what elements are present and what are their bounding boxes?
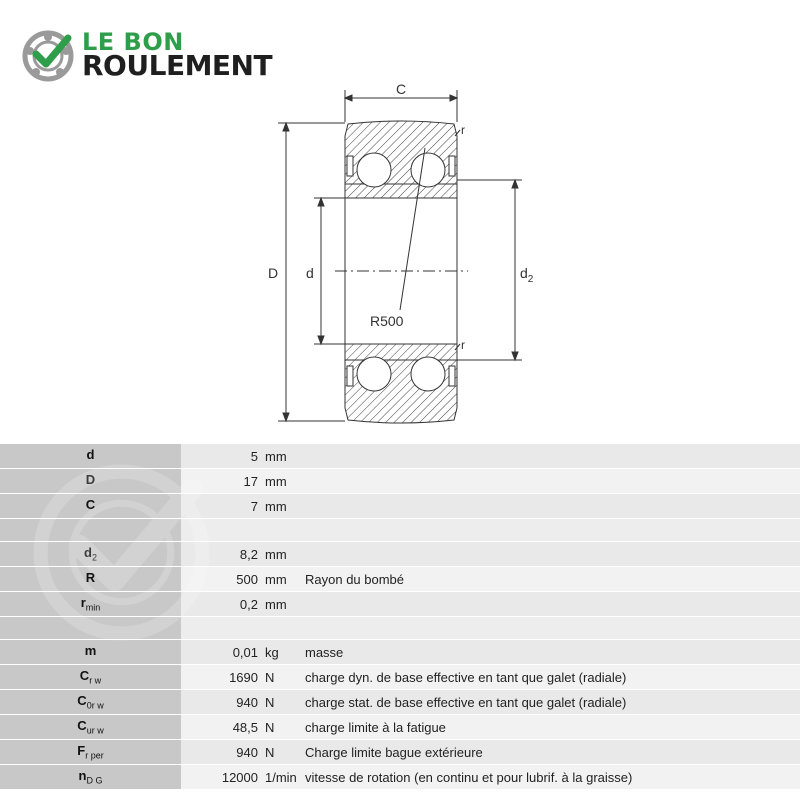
spec-symbol: $C_{r w}$ <box>0 665 181 690</box>
spec-symbol: $F_{r per}$ <box>0 740 181 765</box>
spec-description: masse <box>299 640 800 665</box>
spec-description <box>299 542 800 567</box>
dim-label-outer-d: D <box>268 265 279 281</box>
spec-value: 1690 <box>181 665 261 690</box>
spec-spacer <box>0 519 800 542</box>
spec-row <box>0 592 800 617</box>
spec-description: Charge limite bague extérieure <box>299 740 800 765</box>
spec-symbol: $d_2$ <box>0 542 181 567</box>
spec-description: charge limite à la fatigue <box>299 715 800 740</box>
spec-description <box>299 494 800 519</box>
spec-unit: mm <box>261 469 299 494</box>
bearing-check-icon <box>22 28 76 82</box>
spec-description <box>299 444 800 469</box>
logo-line-2: ROULEMENT <box>82 49 273 82</box>
spec-symbol: R <box>0 567 181 592</box>
spec-symbol: C <box>0 494 181 519</box>
spec-unit: mm <box>261 494 299 519</box>
spec-value: 5 <box>181 444 261 469</box>
spec-symbol: $n_{D G}$ <box>0 765 181 790</box>
spec-value: 17 <box>181 469 261 494</box>
spec-row <box>0 469 800 494</box>
dim-label-r-mid: r <box>461 338 465 352</box>
logo-line-1: LE BON <box>82 28 184 56</box>
spec-row <box>0 690 800 715</box>
spec-unit: N <box>261 690 299 715</box>
spec-description <box>299 469 800 494</box>
spec-description: charge dyn. de base effective en tant que galet (radiale) <box>299 665 800 690</box>
spec-row <box>0 542 800 567</box>
bearing-drawing <box>0 78 800 428</box>
spec-unit: N <box>261 665 299 690</box>
spec-value: 8,2 <box>181 542 261 567</box>
spec-value: 0,2 <box>181 592 261 617</box>
spec-unit: 1/min <box>261 765 299 790</box>
dim-label-bore-d: d <box>306 265 314 281</box>
specification-table <box>0 444 800 790</box>
spec-spacer <box>0 617 800 640</box>
brand-logo <box>22 28 302 84</box>
spec-row <box>0 494 800 519</box>
spec-row <box>0 740 800 765</box>
spec-description: Rayon du bombé <box>299 567 800 592</box>
spec-row <box>0 765 800 790</box>
dim-label-r-top: r <box>461 123 465 137</box>
spec-symbol: $r_{min}$ <box>0 592 181 617</box>
spec-row <box>0 444 800 469</box>
spec-description <box>299 592 800 617</box>
spec-value: 0,01 <box>181 640 261 665</box>
specification-section <box>0 444 800 800</box>
spec-row <box>0 665 800 690</box>
spec-value: 12000 <box>181 765 261 790</box>
spec-row <box>0 640 800 665</box>
spec-row <box>0 715 800 740</box>
spec-description: vitesse de rotation (en continu et pour lubrif. à la graisse) <box>299 765 800 790</box>
spec-unit: N <box>261 715 299 740</box>
dim-label-c: C <box>396 81 407 97</box>
spec-symbol: D <box>0 469 181 494</box>
spec-symbol: $C_{0r w}$ <box>0 690 181 715</box>
spec-value: 7 <box>181 494 261 519</box>
spec-value: 940 <box>181 740 261 765</box>
spec-value: 940 <box>181 690 261 715</box>
dim-label-d2: $d_2$ <box>520 265 534 285</box>
dim-label-r500: R500 <box>370 313 404 329</box>
spec-symbol: d <box>0 444 181 469</box>
spec-unit: kg <box>261 640 299 665</box>
spec-unit: mm <box>261 592 299 617</box>
spec-unit: mm <box>261 567 299 592</box>
spec-value: 500 <box>181 567 261 592</box>
spec-symbol: $C_{ur w}$ <box>0 715 181 740</box>
spec-symbol: m <box>0 640 181 665</box>
spec-unit: mm <box>261 444 299 469</box>
spec-value: 48,5 <box>181 715 261 740</box>
spec-row <box>0 567 800 592</box>
spec-unit: mm <box>261 542 299 567</box>
spec-unit: N <box>261 740 299 765</box>
spec-description: charge stat. de base effective en tant que galet (radiale) <box>299 690 800 715</box>
